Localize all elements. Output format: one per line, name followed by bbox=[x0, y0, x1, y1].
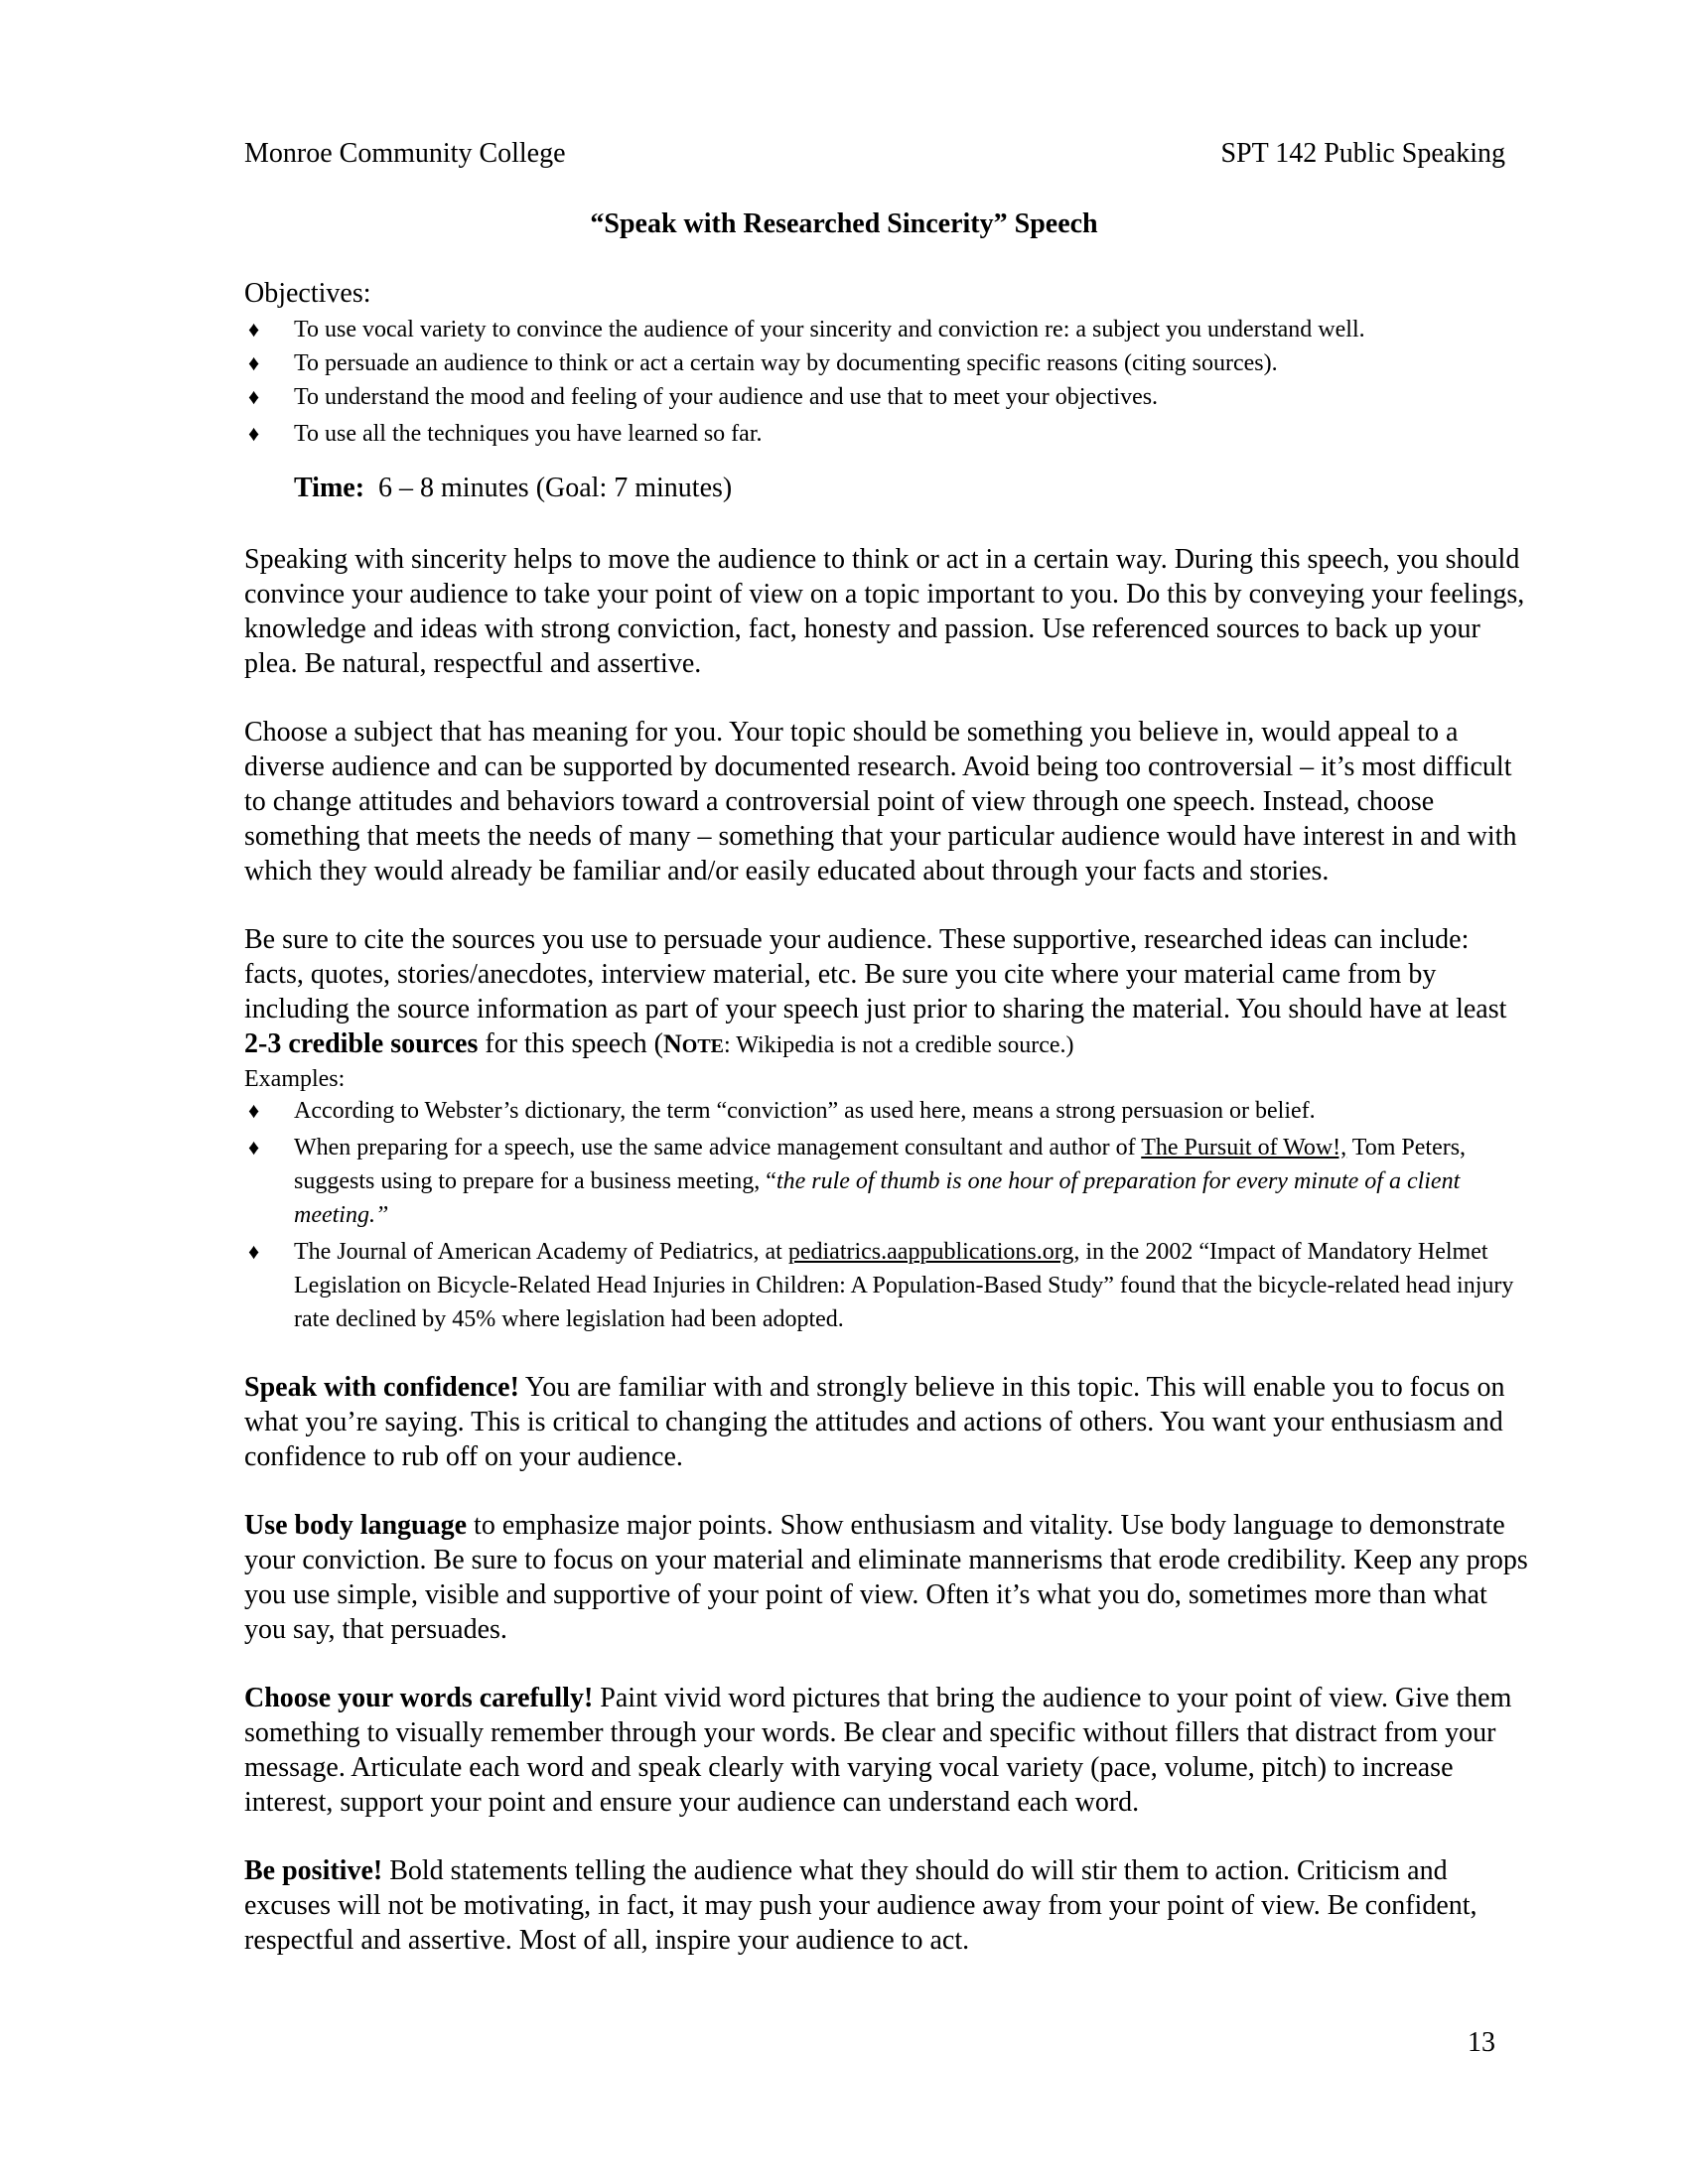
quote-text: the rule of thumb is one hour of preparation for every minute of a client meeting.” bbox=[294, 1168, 1461, 1228]
paragraph-body-language: Use body language to emphasize major points. Show enthusiasm and vitality. Use body language to demonstrate your conviction. Be sure to focus on your material and eliminate mannerisms that erode credibility. Keep any props you use simple, visible and supportive of your point of view. Often it’s what you do, sometimes more than what you say, that persuades. bbox=[244, 1510, 1528, 1645]
examples-list bbox=[244, 1094, 1535, 1336]
diamond-bullet-icon: ♦ bbox=[248, 350, 260, 375]
list-item: ♦ According to Webster’s dictionary, the term “conviction” as used here, means a strong persuasion or belief. bbox=[244, 1094, 1535, 1128]
paragraph-sincerity: Speaking with sincerity helps to move the audience to think or act in a certain way. During this speech, you should convince your audience to take your point of view on a topic important to you. Do this by conveying your feelings, knowledge and ideas with strong conviction, fact, honesty and passion. Use referenced sources to back up your plea. Be natural, respectful and assertive. bbox=[244, 544, 1525, 679]
positive-heading: Be positive! bbox=[244, 1855, 383, 1886]
objectives-list bbox=[244, 313, 1535, 451]
time-label: Time: bbox=[294, 473, 365, 503]
confidence-heading: Speak with confidence! bbox=[244, 1372, 519, 1403]
book-title: The Pursuit of Wow!, bbox=[1141, 1135, 1347, 1160]
list-item: ♦ To understand the mood and feeling of your audience and use that to meet your objectives. bbox=[244, 380, 1535, 414]
paragraph-confidence: Speak with confidence! You are familiar with and strongly believe in this topic. This will enable you to focus on what you’re saying. This is critical to changing the attitudes and actions of others. You want your enthusiasm and confidence to rub off on your audience. bbox=[244, 1372, 1505, 1472]
diamond-bullet-icon: ♦ bbox=[248, 384, 260, 409]
header-course: SPT 142 Public Speaking bbox=[1220, 138, 1505, 169]
document-body bbox=[244, 278, 1535, 1958]
diamond-bullet-icon: ♦ bbox=[248, 317, 260, 341]
objectives-label: Objectives: bbox=[244, 278, 371, 309]
words-heading: Choose your words carefully! bbox=[244, 1683, 594, 1713]
list-item: ♦ To use all the techniques you have learned so far. bbox=[244, 417, 1535, 451]
list-item: ♦ To persuade an audience to think or act a certain way by documenting specific reasons (citing sources). bbox=[244, 346, 1535, 380]
paragraph-positive: Be positive! Bold statements telling the audience what they should do will stir them to action. Criticism and excuses will not be motivating, in fact, it may push your audience away from your point of view. Be confident, respectful and assertive. Most of all, inspire your audience to act. bbox=[244, 1855, 1477, 1956]
source-link[interactable]: pediatrics.aappublications.org bbox=[787, 1239, 1074, 1265]
diamond-bullet-icon: ♦ bbox=[248, 421, 260, 446]
paragraph-words: Choose your words carefully! Paint vivid word pictures that bring the audience to your point of view. Give them something to visually remember through your words. Be clear and specific without fillers that distract from your message. Articulate each word and speak clearly with varying vocal variety (pace, volume, pitch) to increase interest, support your point and ensure your audience can understand each word. bbox=[244, 1683, 1512, 1818]
diamond-bullet-icon: ♦ bbox=[248, 1135, 260, 1160]
document-title: “Speak with Researched Sincerity” Speech bbox=[590, 208, 1098, 239]
paragraph-cite-sources: Be sure to cite the sources you use to persuade your audience. These supportive, researched ideas can include: facts, quotes, stories/anecdotes, interview material, etc. Be sure you cite where your material came from by including the source information as part of your speech just prior to sharing the material. You should have at least 2-3 credible sources for this speech (NOTE: Wikipedia is not a credible source.) bbox=[244, 924, 1507, 1059]
time-requirement bbox=[294, 469, 1535, 508]
diamond-bullet-icon: ♦ bbox=[248, 1098, 260, 1123]
list-item: ♦ When preparing for a speech, use the same advice management consultant and author of The Pursuit of Wow!, Tom Peters, suggests using to prepare for a business meeting, “the rule of thumb is one hour of preparation for every minute of a client meeting.” bbox=[244, 1131, 1535, 1232]
body-language-heading: Use body language bbox=[244, 1510, 468, 1541]
credible-sources-emphasis: 2-3 credible sources bbox=[244, 1028, 479, 1059]
examples-label: Examples: bbox=[244, 1066, 346, 1092]
page-number: 13 bbox=[1468, 2027, 1495, 2058]
diamond-bullet-icon: ♦ bbox=[248, 1239, 260, 1264]
time-value: 6 – 8 minutes (Goal: 7 minutes) bbox=[378, 473, 733, 503]
header-institution: Monroe Community College bbox=[244, 138, 566, 169]
list-item: ♦ The Journal of American Academy of Pediatrics, at pediatrics.aappublications.org, in the 2002 “Impact of Mandatory Helmet Legislation on Bicycle-Related Head Injuries in Children: A Population-Based Study” found that the bicycle-related head injury rate declined by 45% where legislation had been adopted. bbox=[244, 1235, 1535, 1336]
list-item: ♦ To use vocal variety to convince the audience of your sincerity and conviction re: a subject you understand well. bbox=[244, 313, 1535, 346]
note-label: N bbox=[662, 1029, 682, 1058]
paragraph-choose-subject: Choose a subject that has meaning for you. Your topic should be something you believe in, would appeal to a diverse audience and can be supported by documented research. Avoid being too controversial – it’s most difficult to change attitudes and behaviors toward a controversial point of view through one speech. Instead, choose something that meets the needs of many – something that your particular audience would have interest in and with which they would already be familiar and/or easily educated about through your facts and stories. bbox=[244, 717, 1517, 887]
